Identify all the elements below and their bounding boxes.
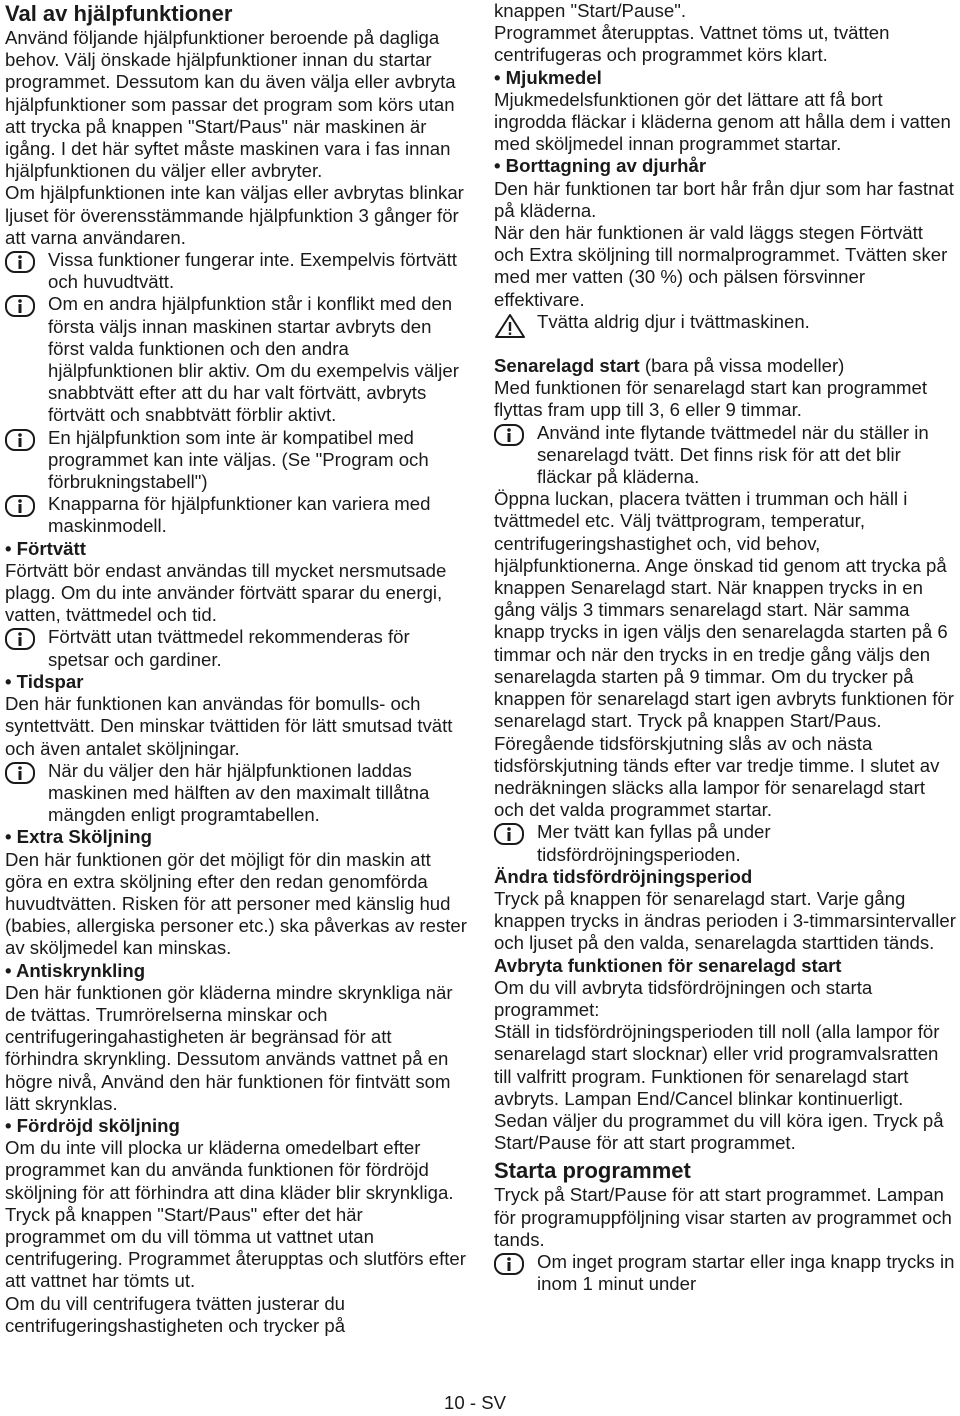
left-column (5, 0, 467, 1337)
bullet-heading: • Tidspar (5, 670, 84, 692)
info-note: Använd inte flytande tvättmedel när du ställer in senarelagd tvätt. Det finns risk för att det blir fläckar på kläderna. (494, 422, 956, 489)
paragraph: Programmet återupptas. Vattnet töms ut, tvätten centrifugeras och programmet körs klart. (494, 22, 890, 66)
intro-paragraph: Använd följande hjälpfunktioner beroende på dagliga behov. Välj önskade hjälpfunktioner innan du startar programmet. Dessutom kan du även välja eller avbryta hjälpfunktioner som passar det program som körs utan att trycka på knappen "Start/Paus" när maskinen är igång. I det här syftet måste maskinen vara i fas innan hjälpfunktionen du väljer eller avbryter. (5, 27, 456, 182)
paragraph: Om du vill avbryta tidsfördröjningen och starta programmet: (494, 976, 873, 1020)
info-icon (5, 429, 35, 453)
bullet-heading: • Förtvätt (5, 537, 86, 559)
info-icon (5, 762, 35, 786)
delay-heading: Senarelagd start (bara på vissa modeller) (494, 355, 845, 377)
paragraph: Om du vill centrifugera tvätten justerar du centrifugeringshastigheten och trycker på (5, 1292, 346, 1336)
info-icon (5, 295, 35, 319)
paragraph: Den här funktionen gör det möjligt för din maskin att göra en extra sköljning efter den redan genomförda huvudtvätten. Risken för att personer med känslig hud (babies, allergiska personer etc.) ska påverkas av rester av sköljmedel kan minskas. (5, 848, 467, 959)
info-icon (5, 628, 35, 652)
bullet-heading: • Antiskrynkling (5, 959, 146, 981)
info-icon (494, 823, 524, 847)
right-column (494, 0, 956, 1295)
info-note: Mer tvätt kan fyllas på under tidsfördröjningsperioden. (494, 821, 956, 865)
section-title: Val av hjälpfunktioner (5, 1, 233, 26)
warning-note: Tvätta aldrig djur i tvättmaskinen. (494, 311, 956, 333)
bullet-heading: • Mjukmedel (494, 66, 602, 88)
subheading: Ändra tidsfördröjningsperiod (494, 865, 753, 887)
info-note: Om inget program startar eller inga knapp trycks in inom 1 minut under (494, 1251, 956, 1295)
subheading: Avbryta funktionen för senarelagd start (494, 954, 842, 976)
page-number: 10 - SV (444, 1392, 507, 1413)
info-icon (494, 424, 524, 448)
paragraph: knappen "Start/Pause". (494, 0, 687, 21)
paragraph: När den här funktionen är vald läggs stegen Förtvätt och Extra sköljning till normalprogrammet. Tvätten sker med mer vatten (30 %) och pälsen försvinner effektivare. (494, 222, 948, 310)
info-icon (5, 495, 35, 519)
blink-paragraph: Om hjälpfunktionen inte kan väljas eller avbrytas blinkar ljuset för överensstämmande hjälpfunktion 3 gånger för att varna användaren. (5, 182, 464, 248)
paragraph: Förtvätt bör endast användas till mycket nersmutsade plagg. Om du inte använder förtvätt sparar du energi, vatten, tvättmedel och tid. (5, 559, 447, 626)
bullet-heading: • Fördröjd sköljning (5, 1114, 180, 1136)
info-note: Om en andra hjälpfunktion står i konflikt med den första väljs innan maskinen startar avbryts den först valda funktionen och den andra hjälpfunktionen blir aktiv. Om du exempelvis väljer snabbtvätt efter att du har valt förtvätt, avbryts förtvätt och snabbtvätt förblir aktivt. (5, 293, 467, 426)
spacer (494, 333, 956, 355)
warning-icon (494, 313, 524, 337)
paragraph: Den här funktionen tar bort hår från djur som har fastnat på kläderna. (494, 177, 954, 221)
bullet-heading: • Extra Sköljning (5, 826, 153, 848)
paragraph: Den här funktionen kan användas för bomulls- och syntettvätt. Den minskar tvättiden för lätt smutsad tvätt och även antalet sköljningar. (5, 693, 453, 759)
info-icon (5, 251, 35, 275)
paragraph: Ställ in tidsfördröjningsperioden till noll (alla lampor för senarelagd start slocknar) eller vrid programvalsratten till valfritt program. Funktionen för senarelagd start avbryts. Lampan End/Cancel blinkar kontinuerligt. Sedan väljer du programmet du vill köra igen. Tryck på Start/Pause för att start programmet. (494, 1021, 944, 1154)
bullet-heading: • Borttagning av djurhår (494, 155, 707, 177)
info-note: Vissa funktioner fungerar inte. Exempelvis förtvätt och huvudtvätt. (5, 249, 467, 293)
info-note: En hjälpfunktion som inte är kompatibel med programmet kan inte väljas. (Se "Program och förbrukningstabell") (5, 427, 467, 494)
paragraph: Öppna luckan, placera tvätten i trumman och häll i tvättmedel etc. Välj tvättprogram, temperatur, centrifugeringshastighet och, vid behov, hjälpfunktionerna. Ange önskad tid genom att trycka på knappen Senarelagd start. När knappen trycks in en gång väljs 3 timmars senarelagd start. När samma knapp trycks in igen väljs den senarelagda starten på 6 timmar och när den trycks in en tredje gång väljs den senarelagda starten på 9 timmar. Om du trycker på knappen för senarelagd start igen avbryts funktionen för senarelagd start. Tryck på knappen Start/Paus. Föregående tidsförskjutning slås av och nästa tidsförskjutning tänds efter var tredje timme. I slutet av nedräkningen släcks alla lampor för senarelagd start och det valda programmet startar. (494, 488, 954, 821)
info-note: Förtvätt utan tvättmedel rekommenderas för spetsar och gardiner. (5, 626, 467, 670)
paragraph: Tryck på knappen för senarelagd start. Varje gång knappen trycks in ändras perioden i 3-timmarsintervaller och ljuset på den valda, senarelagda starttiden tänds. (494, 887, 956, 954)
paragraph: Med funktionen för senarelagd start kan programmet flyttas fram upp till 3, 6 eller 9 timmar. (494, 377, 928, 421)
paragraph: Tryck på Start/Pause för att start programmet. Lampan för programuppföljning visar starten av programmet och tands. (494, 1184, 952, 1250)
info-icon (494, 1253, 524, 1277)
paragraph: Den här funktionen gör kläderna mindre skrynkliga när de tvättas. Trumrörelserna minskar och centrifugeringahastigheten är begränsad för att förhindra skrynkling. Dessutom används vattnet på en högre nivå, Använd den här funktionen för fintvätt som lätt skrynklas. (5, 981, 453, 1114)
section-title: Starta programmet (494, 1158, 691, 1184)
info-note: Knapparna för hjälpfunktioner kan variera med maskinmodell. (5, 493, 467, 537)
info-note: När du väljer den här hjälpfunktionen laddas maskinen med hälften av den maximalt tillåtna mängden enligt programtabellen. (5, 760, 467, 827)
paragraph: Mjukmedelsfunktionen gör det lättare att få bort ingrodda fläckar i kläderna genom att hålla dem i vatten med sköljmedel innan programmet startar. (494, 88, 951, 155)
paragraph: Om du inte vill plocka ur kläderna omedelbart efter programmet kan du använda funktionen för fördröjd sköljning för att förhindra att dina kläder blir skrynkliga. Tryck på knappen "Start/Paus" efter det här programmet om du vill tömma ut vattnet utan centrifugering. Programmet återupptas och slutförs efter att vattnet har tömts ut. (5, 1137, 466, 1292)
